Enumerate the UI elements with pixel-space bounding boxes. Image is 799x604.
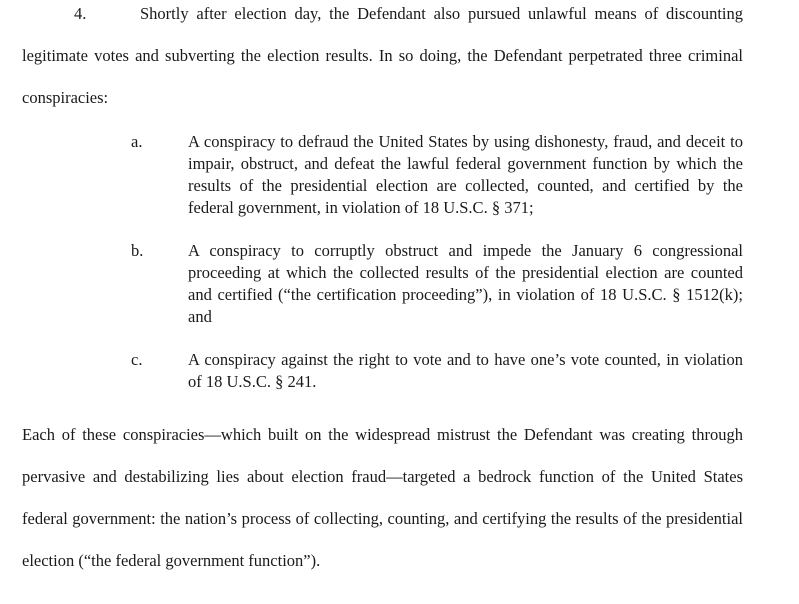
item-text-c: A conspiracy against the right to vote and to have one’s vote counted, in violation of 18 U.S.C. § 241. bbox=[188, 350, 743, 391]
item-label-b: b. bbox=[131, 241, 144, 260]
closing-paragraph: Each of these conspiracies—which built on the widespread mistrust the Defendant was creating through pervasive and destabilizing lies about election fraud—targeted a bedrock function of the United States federal government: the nation’s process of collecting, counting, and certifying the results of the presidential election (“the federal government function”). bbox=[22, 425, 743, 570]
conspiracy-list bbox=[22, 131, 743, 393]
list-item bbox=[22, 349, 743, 393]
item-label-a: a. bbox=[131, 132, 143, 151]
item-label-c: c. bbox=[131, 350, 143, 369]
list-item bbox=[22, 131, 743, 219]
list-item bbox=[22, 240, 743, 328]
document-page bbox=[22, 0, 743, 582]
item-text-a: A conspiracy to defraud the United States by using dishonesty, fraud, and deceit to impair, obstruct, and defeat the lawful federal government function by which the results of the presidential election are collected, counted, and certified by the federal government, in violation of 18 U.S.C. § 371; bbox=[188, 132, 743, 217]
paragraph-number: 4. bbox=[74, 4, 87, 23]
item-text-b: A conspiracy to corruptly obstruct and impede the January 6 congressional proceeding at which the collected results of the presidential election are counted and certified (“the certification proceeding”), in violation of 18 U.S.C. § 1512(k); and bbox=[188, 241, 743, 326]
paragraph-4-text: Shortly after election day, the Defendant also pursued unlawful means of discounting legitimate votes and subverting the election results. In so doing, the Defendant perpetrated three criminal conspiracies: bbox=[22, 4, 743, 107]
paragraph-4 bbox=[22, 0, 743, 119]
